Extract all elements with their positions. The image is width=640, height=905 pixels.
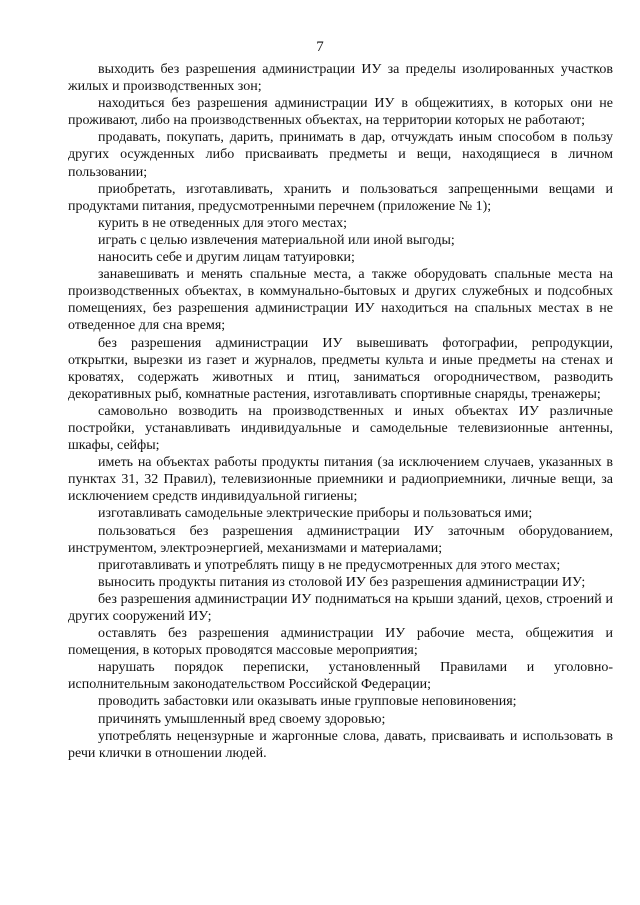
paragraph: без разрешения администрации ИУ вывешивать фотографии, репродукции, открытки, вырезки из газет и журналов, предметы культа и иные предметы на стенах и кроватях, содержать животных и птиц, заниматься огородничеством, разводить декоративных рыб, комнатные растения, изготавливать спортивные снаряды, тренажеры; xyxy=(68,335,613,402)
paragraph: нарушать порядок переписки, установленный Правилами и уголовно-исполнительным законодательством Российской Федерации; xyxy=(68,660,613,693)
paragraph: курить в не отведенных для этого местах; xyxy=(98,215,348,231)
paragraph: продавать, покупать, дарить, принимать в дар, отчуждать иным способом в пользу других осужденных либо присваивать предметы и вещи, находящиеся в личном пользовании; xyxy=(68,130,613,180)
paragraph: занавешивать и менять спальные места, а также оборудовать спальные места на производственных объектах, в коммунально-бытовых и других служебных и подсобных помещениях, без разрешения администрации ИУ находиться на спальных местах в не отведенное для сна время; xyxy=(68,267,613,334)
paragraph: приобретать, изготавливать, хранить и пользоваться запрещенными вещами и продуктами питания, предусмотренными перечнем (приложение № 1); xyxy=(68,181,613,214)
paragraph: изготавливать самодельные электрические приборы и пользоваться ими; xyxy=(98,506,533,522)
paragraph: иметь на объектах работы продукты питания (за исключением случаев, указанных в пунктах 31, 32 Правил), телевизионные приемники и радиоприемники, личные вещи, за исключением средств индивидуальной гигиены; xyxy=(68,455,613,505)
paragraph: самовольно возводить на производственных и иных объектах ИУ различные постройки, устанавливать индивидуальные и самодельные телевизионные антенны, шкафы, сейфы; xyxy=(68,403,613,454)
paragraph: причинять умышленный вред своему здоровью; xyxy=(98,711,386,727)
paragraph: без разрешения администрации ИУ подниматься на крыши зданий, цехов, строений и других сооружений ИУ; xyxy=(68,591,613,624)
document-body xyxy=(68,61,613,762)
paragraph: наносить себе и другим лицам татуировки; xyxy=(98,250,355,266)
paragraph: играть с целью извлечения материальной или иной выгоды; xyxy=(98,232,455,248)
paragraph: выходить без разрешения администрации ИУ за пределы изолированных участков жилых и производственных зон; xyxy=(68,62,613,95)
paragraph: находиться без разрешения администрации ИУ в общежитиях, в которых они не проживают, либо на производственных объектах, на территории которых не работают; xyxy=(68,96,613,129)
paragraph: оставлять без разрешения администрации ИУ рабочие места, общежития и помещения, в которых проводятся массовые мероприятия; xyxy=(68,626,613,659)
paragraph: пользоваться без разрешения администрации ИУ заточным оборудованием, инструментом, электроэнергией, механизмами и материалами; xyxy=(68,523,613,556)
paragraph: употреблять нецензурные и жаргонные слова, давать, присваивать и использовать в речи клички в отношении людей. xyxy=(68,728,613,761)
paragraph: проводить забастовки или оказывать иные групповые неповиновения; xyxy=(98,694,517,710)
paragraph: выносить продукты питания из столовой ИУ без разрешения администрации ИУ; xyxy=(98,574,586,590)
page-number: 7 xyxy=(316,39,324,55)
paragraph: приготавливать и употреблять пищу в не предусмотренных для этого местах; xyxy=(98,557,561,573)
